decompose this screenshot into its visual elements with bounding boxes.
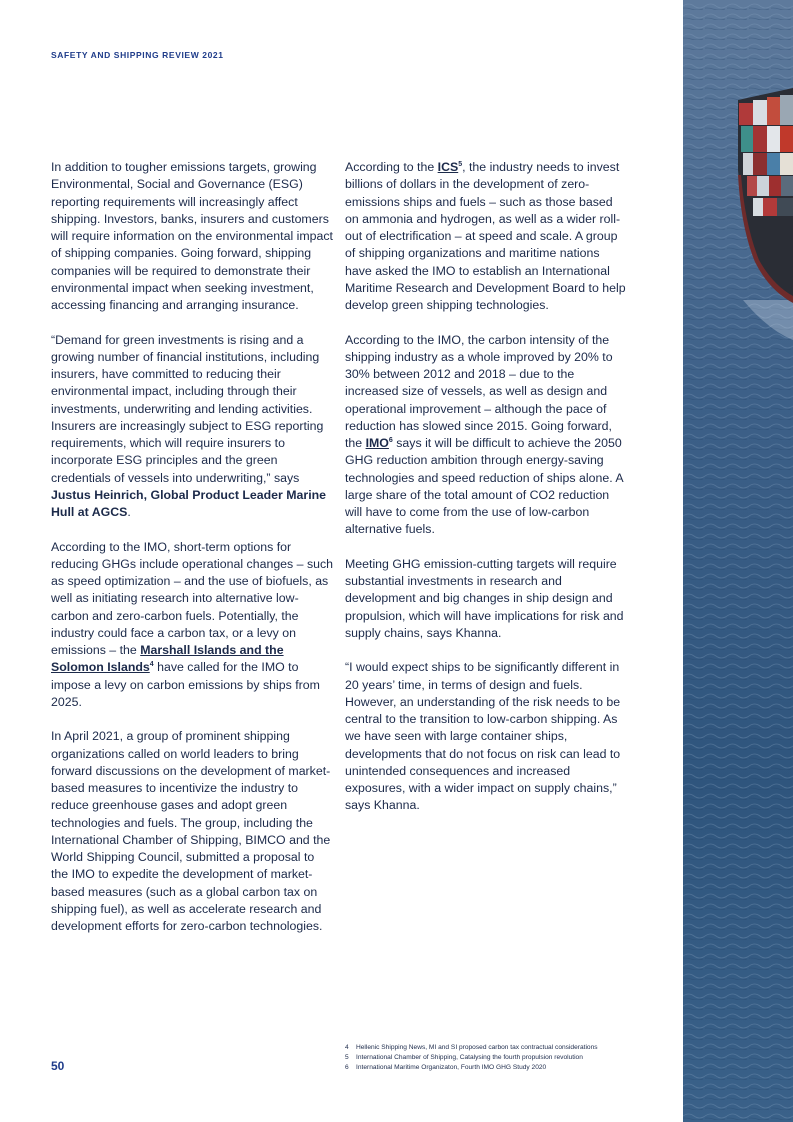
link-marshall-solomon-islands[interactable]: Marshall Islands and the Solomon Islands xyxy=(51,643,284,675)
paragraph-short-term-options xyxy=(51,539,334,712)
text-after-link: says it will be difficult to achieve the 2050 GHG reduction ambition through energy-saving technologies and speed reduction of ships alone. A large share of the total amount of CO2 reduction will have to come from the use of low-carbon alternative fuels. xyxy=(345,436,623,537)
footnote-text: International Maritime Organizaton, Fourth IMO GHG Study 2020 xyxy=(356,1064,547,1071)
quote-text: “Demand for green investments is rising and a growing number of financial institutions, including insurers, have committed to reducing their environmental impact, including through their investments, underwriting and lending activities. Insurers are increasingly subject to ESG reporting requirements, which will require insurers to incorporate ESG principles and the green credentials of vessels into underwriting,” says xyxy=(51,332,324,485)
link-ics[interactable]: ICS xyxy=(437,160,459,174)
footnote-4 xyxy=(345,1043,598,1053)
paragraph-april-2021: In April 2021, a group of prominent shipping organizations called on world leaders to bring forward discussions on the development of market-based measures to incentivize the industry to reduce greenhouse gases and adopt green technologies and fuels. The group, including the International Chamber of Shipping, BIMCO and the World Shipping Council, submitted a proposal to the IMO to expedite the development of market-based measures (such as a global carbon tax on shipping fuel), as well as accelerate research and development efforts for zero-carbon technologies. xyxy=(51,729,331,933)
link-imo[interactable]: IMO xyxy=(365,436,389,450)
container-ship-photo xyxy=(683,0,793,1122)
text-before-link: According to the xyxy=(345,160,438,174)
paragraph-quote-khanna: “I would expect ships to be significantly different in 20 years’ time, in terms of design and fuels. However, an understanding of the risk needs to be central to the transition to low-carbon shipping. As we have seen with large container ships, developments that do not focus on risk can lead to unintended consequences and increased exposures, with a wider impact on supply chains,” says Khanna. xyxy=(345,660,621,813)
right-column xyxy=(345,159,627,815)
left-column xyxy=(51,159,334,935)
paragraph-ics xyxy=(345,159,627,314)
paragraph-esg: In addition to tougher emissions targets, growing Environmental, Social and Governance (ESG) reporting requirements will increasingly affect shipping. Investors, banks, insurers and customers will require information on the environmental impact of shipping companies. Going forward, shipping companies will be required to demonstrate their environmental impact when seeking investment, accessing financing and arranging insurance. xyxy=(51,160,333,312)
footnote-number: 5 xyxy=(345,1054,349,1061)
quote-end: . xyxy=(127,505,131,519)
footnote-number: 6 xyxy=(345,1064,349,1071)
quote-speaker: Justus Heinrich, Global Product Leader Marine Hull at AGCS xyxy=(51,487,327,519)
footnote-6 xyxy=(345,1063,598,1073)
footnote-ref-5[interactable]: 5 xyxy=(458,161,463,168)
text-after-link: , the industry needs to invest billions of dollars in the development of zero-emissions ships and fuels – such as those based on ammonia and hydrogen, as well as a wider roll-out of electrification – at speed and scale. A group of shipping organizations and maritime nations have asked the IMO to establish an International Maritime Research and Development Board to help develop green shipping technologies. xyxy=(345,160,626,312)
footnote-ref-4[interactable]: 4 xyxy=(149,661,154,669)
paragraph-ghg-targets: Meeting GHG emission-cutting targets will require substantial investments in research and development and big changes in ship design and propulsion, which will have implications for risk and supply chains, says Khanna. xyxy=(345,556,624,640)
footnote-text: Hellenic Shipping News, MI and SI proposed carbon tax contractual considerations xyxy=(356,1044,598,1051)
footnote-ref-6[interactable]: 6 xyxy=(388,437,393,444)
text-before-link: According to the IMO, short-term options for reducing GHGs include operational changes – such as speed optimization – and the use of biofuels, as well as initiating research into alternative low-carbon and zero-carbon fuels. Potentially, the industry could face a carbon tax, or a levy on emissions – the xyxy=(51,539,334,657)
running-header: SAFETY AND SHIPPING REVIEW 2021 xyxy=(51,50,224,60)
text-after-link: have called for the IMO to impose a levy on carbon emissions by ships from 2025. xyxy=(51,660,320,709)
footnote-number: 4 xyxy=(345,1044,349,1051)
footnotes xyxy=(345,1043,598,1073)
text-before-link: According to the IMO, the carbon intensity of the shipping industry as a whole improved by 20% to 30% between 2012 and 2018 – due to the increased size of vessels, as well as design and operational improvement – although the pace of reduction has slowed since 2015. Going forward, the xyxy=(345,332,613,450)
footnote-5 xyxy=(345,1053,598,1063)
footnote-text: International Chamber of Shipping, Catalysing the fourth propulsion revolution xyxy=(356,1054,583,1061)
sea-and-ship-illustration xyxy=(683,0,793,1122)
paragraph-carbon-intensity xyxy=(345,332,627,539)
page-number: 50 xyxy=(51,1059,65,1073)
paragraph-quote-heinrich xyxy=(51,332,334,522)
